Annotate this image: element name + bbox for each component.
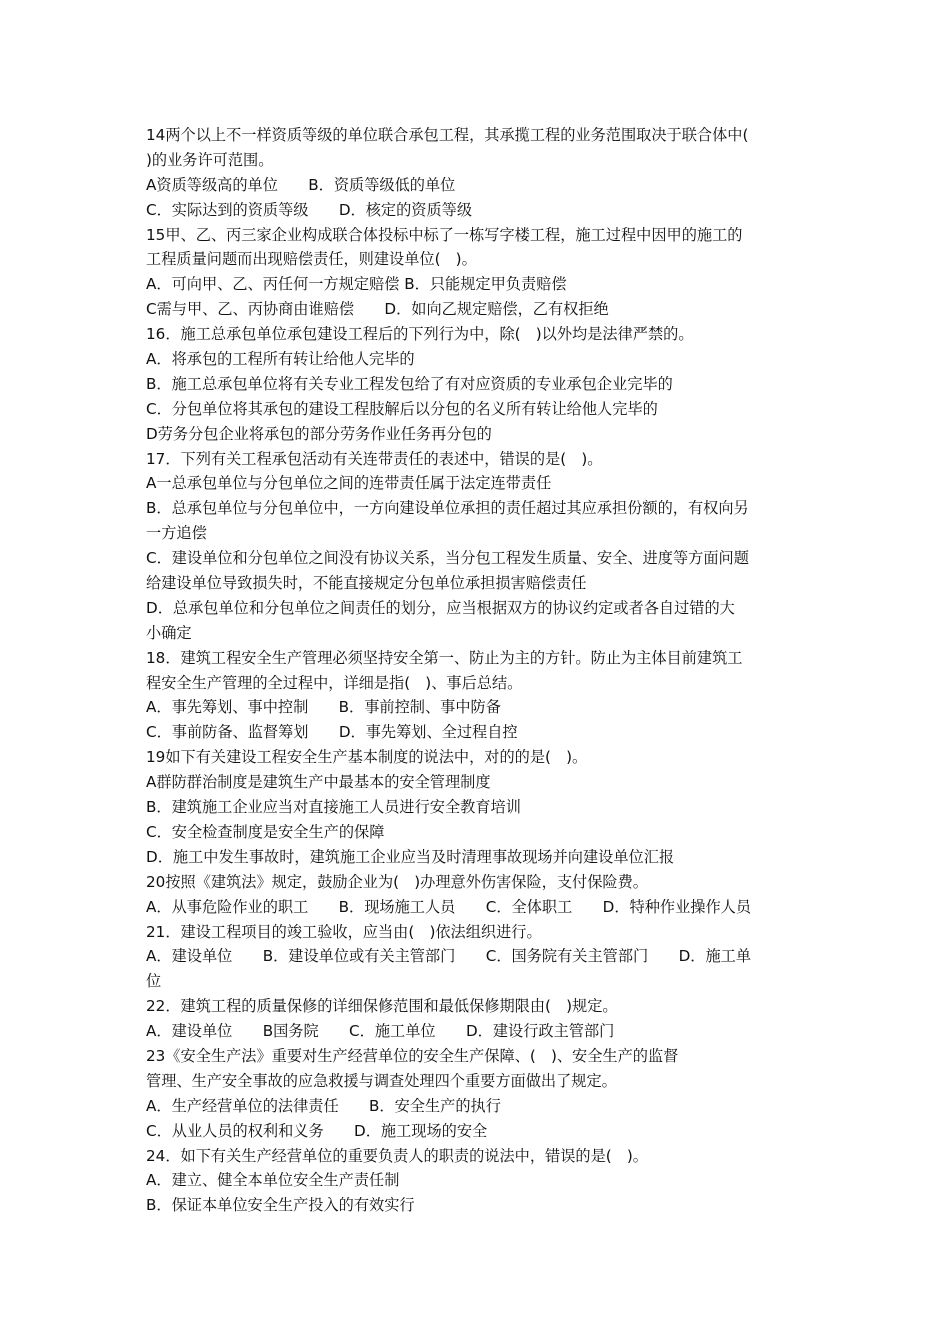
text-line: 21．建设工程项目的竣工验收，应当由( )依法组织进行。 xyxy=(146,922,542,941)
text-line: 位 xyxy=(146,972,162,991)
text-line: D劳务分包企业将承包的部分劳务作业任务再分包的 xyxy=(146,424,492,443)
text-line: A．建立、健全本单位安全生产责任制 xyxy=(146,1171,400,1190)
text-line: )的业务许可范围。 xyxy=(146,150,274,169)
text-line: 22．建筑工程的质量保修的详细保修范围和最低保修期限由( )规定。 xyxy=(146,997,618,1016)
text-line: 程安全生产管理的全过程中，详细是指( )、事后总结。 xyxy=(146,673,523,692)
text-line: C．实际达到的资质等级 D．核定的资质等级 xyxy=(146,200,473,219)
text-line: C．事前防备、监督筹划 D．事先筹划、全过程自控 xyxy=(146,723,518,742)
text-line: A．可向甲、乙、丙任何一方规定赔偿 B．只能规定甲负责赔偿 xyxy=(146,275,567,294)
text-line: 24．如下有关生产经营单位的重要负责人的职责的说法中，错误的是( )。 xyxy=(146,1146,648,1165)
text-line: A资质等级高的单位 B．资质等级低的单位 xyxy=(146,175,456,194)
text-line: A．生产经营单位的法律责任 B．安全生产的执行 xyxy=(146,1096,501,1115)
text-line: D．施工中发生事故时，建筑施工企业应当及时清理事故现场并向建设单位汇报 xyxy=(146,847,675,866)
text-line: 给建设单位导致损失时，不能直接规定分包单位承担损害赔偿责任 xyxy=(146,574,587,593)
text-line: 15甲、乙、丙三家企业构成联合体投标中标了一栋写字楼工程，施工过程中因甲的施工的 xyxy=(146,225,743,244)
text-line: B．保证本单位安全生产投入的有效实行 xyxy=(146,1196,415,1215)
text-line: 14两个以上不一样资质等级的单位联合承包工程，其承揽工程的业务范围取决于联合体中( xyxy=(146,126,749,144)
text-line: D．总承包单位和分包单位之间责任的划分，应当根据双方的协议约定或者各自过错的大 xyxy=(146,598,735,617)
text-line: 管理、生产安全事故的应急救援与调查处理四个重要方面做出了规定。 xyxy=(146,1071,617,1090)
text-line: C需与甲、乙、丙协商由谁赔偿 D．如向乙规定赔偿，乙有权拒绝 xyxy=(146,300,609,319)
text-line: A一总承包单位与分包单位之间的连带责任属于法定连带责任 xyxy=(146,474,552,493)
text-line: C．从业人员的权利和义务 D．施工现场的安全 xyxy=(146,1121,488,1140)
text-line: 一方追偿 xyxy=(146,524,207,543)
text-line: A．建设单位 B国务院 C．施工单位 D．建设行政主管部门 xyxy=(146,1022,615,1041)
text-line: A．从事危险作业的职工 B．现场施工人员 C．全体职工 D．特种作业操作人员 xyxy=(146,897,752,916)
text-line: 17．下列有关工程承包活动有关连带责任的表述中，错误的是( )。 xyxy=(146,449,603,468)
document-body xyxy=(146,123,814,1218)
text-line: A群防群治制度是建筑生产中最基本的安全管理制度 xyxy=(146,773,491,792)
text-line: A．建设单位 B．建设单位或有关主管部门 C．国务院有关主管部门 D．施工单 xyxy=(146,947,752,966)
text-line: 23《安全生产法》重要对生产经营单位的安全生产保障、( )、安全生产的监督 xyxy=(146,1046,679,1065)
text-line: B．施工总承包单位将有关专业工程发包给了有对应资质的专业承包企业完毕的 xyxy=(146,374,673,393)
text-line: 工程质量问题而出现赔偿责任，则建设单位( )。 xyxy=(146,250,477,269)
text-line: C．分包单位将其承包的建设工程肢解后以分包的名义所有转让给他人完毕的 xyxy=(146,399,658,418)
text-line: A．事先筹划、事中控制 B．事前控制、事中防备 xyxy=(146,698,501,717)
text-line: 16．施工总承包单位承包建设工程后的下列行为中，除( )以外均是法律严禁的。 xyxy=(146,325,694,344)
text-line: B．总承包单位与分包单位中，一方向建设单位承担的责任超过其应承担份额的，有权向另 xyxy=(146,499,749,518)
text-line: 18．建筑工程安全生产管理必须坚持安全第一、防止为主的方针。防止为主体目前建筑工 xyxy=(146,648,743,667)
text-line: 小确定 xyxy=(146,623,192,642)
text-line: 19如下有关建设工程安全生产基本制度的说法中，对的的是( )。 xyxy=(146,748,588,767)
text-line: 20按照《建筑法》规定，鼓励企业为( )办理意外伤害保险，支付保险费。 xyxy=(146,872,648,891)
text-line: C．安全检查制度是安全生产的保障 xyxy=(146,822,385,841)
text-line: B．建筑施工企业应当对直接施工人员进行安全教育培训 xyxy=(146,798,521,817)
text-line: A．将承包的工程所有转让给他人完毕的 xyxy=(146,350,415,369)
text-line: C．建设单位和分包单位之间没有协议关系，当分包工程发生质量、安全、进度等方面问题 xyxy=(146,549,749,568)
